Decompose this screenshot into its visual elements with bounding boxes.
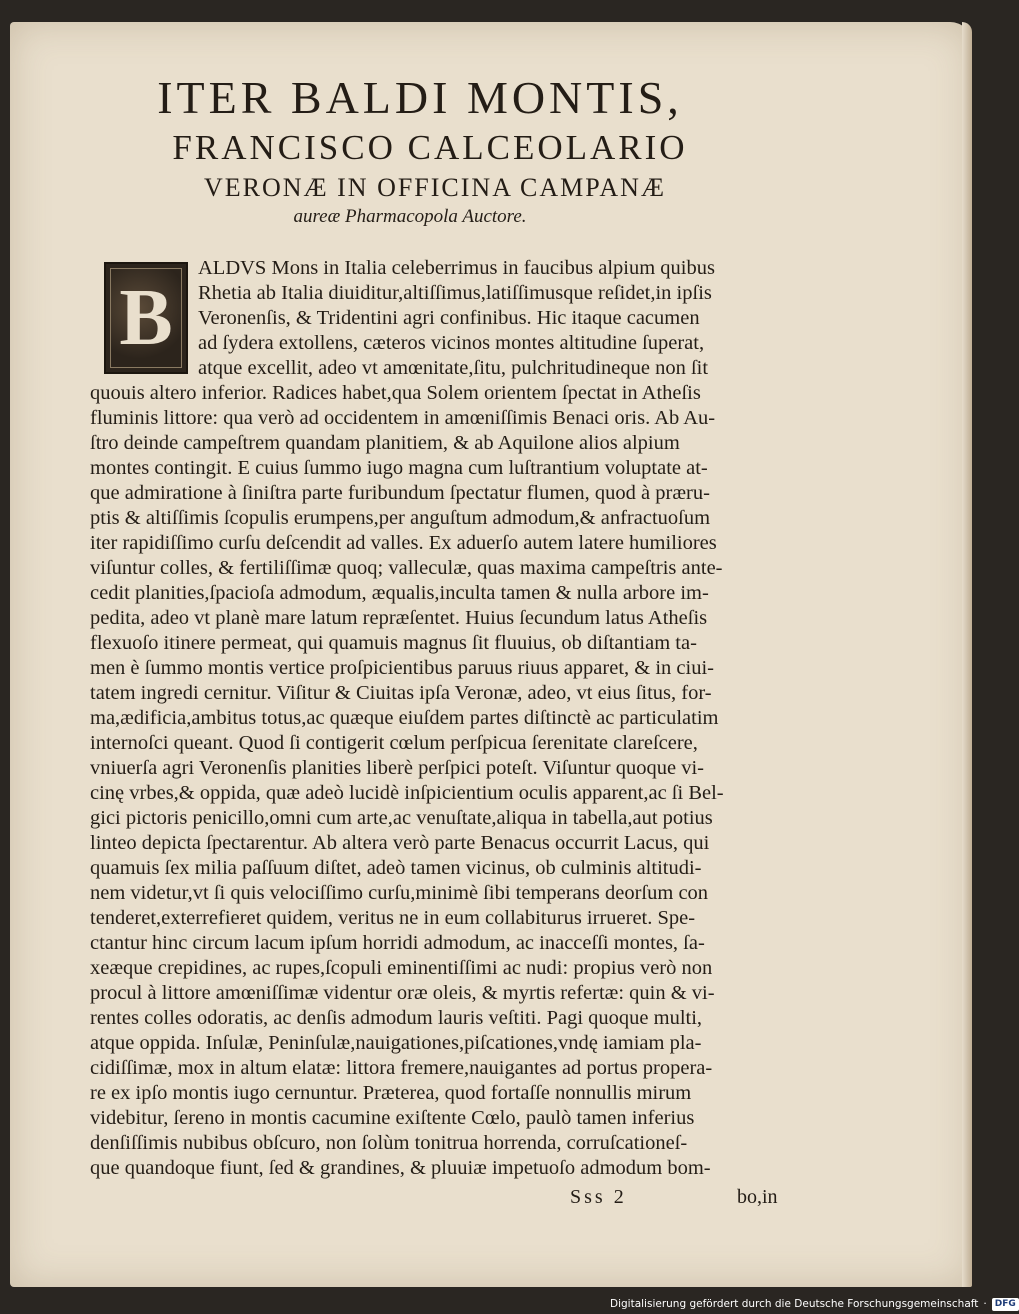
title-line-3: VERONÆ IN OFFICINA CAMPANÆ — [203, 173, 667, 202]
body-line: gici pictoris penicillo,omni cum arte,ac venuſtate,aliqua in tabella,aut potius — [90, 807, 713, 829]
body-line: fluminis littore: qua verò ad occidentem in amœniſſimis Benaci oris. Ab Au- — [90, 407, 716, 429]
title-line-2: FRANCISCO CALCEOLARIO — [172, 128, 688, 167]
body-line: que quandoque fiunt, ſed & grandines, & pluuiæ impetuoſo admodum bom- — [90, 1157, 711, 1179]
body-line: nem videtur,vt ſi quis velociſſimo curſu,minimè ſibi temperans deorſum con — [90, 882, 709, 904]
body-line: internoſci queant. Quod ſi contigerit cœlum perſpicua ſerenitate clareſcere, — [90, 732, 698, 754]
body-line: atque oppida. Inſulæ, Peninſulæ,nauigationes,piſcationes,vndę iamiam pla- — [90, 1032, 702, 1054]
body-line: flexuoſo itinere permeat, qui quamuis magnus ſit fluuius, ob diſtantiam ta- — [90, 632, 697, 654]
body-line: cedit planities,ſpacioſa admodum, æqualis,inculta tamen & nulla arbore im- — [90, 582, 709, 604]
funding-footer — [610, 1296, 1016, 1312]
body-line: cinę vrbes,& oppida, quæ adeò lucidè inſpicientium oculis apparent,ac ſi Bel- — [90, 782, 724, 804]
body-line: procul à littore amœniſſimæ videntur oræ oleis, & myrtis refertæ: quin & vi- — [90, 982, 715, 1004]
body-line: vniuerſa agri Veronenſis planities liberè perſpici poteſt. Viſuntur quoque vi- — [90, 757, 704, 779]
body-line: quamuis ſex milia paſſuum diſtet, adeò tamen vicinus, ob culminis altitudi- — [90, 857, 702, 879]
body-line: pedita, adeo vt planè mare latum repræſentet. Huius ſecundum latus Atheſis — [90, 607, 708, 629]
catchword: bo,in — [737, 1186, 778, 1208]
body-line: quouis altero inferior. Radices habet,qua Solem orientem ſpectat in Atheſis — [90, 382, 701, 404]
body-line: iter rapidiſſimo curſu deſcendit ad valles. Ex aduerſo autem latere humiliores — [90, 532, 717, 554]
body-line: rentes colles odoratis, ac denſis admodum lauris veſtiti. Pagi quoque multi, — [90, 1007, 703, 1029]
text-block — [10, 22, 972, 1287]
initial-letter: B — [119, 274, 173, 362]
body-line: tatem ingredi cernitur. Viſitur & Ciuitas ipſa Veronæ, adeo, vt eius ſitus, for- — [90, 682, 712, 704]
funding-text: Digitalisierung gefördert durch die Deutsche Forschungsgemeinschaft — [610, 1298, 979, 1310]
body-line: ma,ædificia,ambitus totus,ac quæque eiuſdem partes diſtinctè ac particulatim — [90, 707, 719, 729]
body-line: ctantur hinc circum lacum ipſum horridi admodum, ac inacceſſi montes, ſa- — [90, 932, 705, 954]
body-line: que admiratione à ſiniſtra parte furibundum ſpectatur flumen, quod à præru- — [90, 482, 710, 504]
title-line-1: ITER BALDI MONTIS, — [157, 72, 683, 123]
separator-icon: · — [983, 1298, 987, 1310]
body-line: denſiſſimis nubibus obſcuro, non ſolùm tonitrua horrenda, corruſcationeſ- — [90, 1132, 688, 1154]
dfg-logo-icon: DFG — [992, 1298, 1019, 1311]
body-line: Rhetia ab Italia diuiditur,altiſſimus,latiſſimusque reſidet,in ipſis — [198, 282, 712, 304]
body-line: Veronenſis, & Tridentini agri confinibus. Hic itaque cacumen — [198, 307, 700, 329]
body-line: ad ſydera extollens, cæteros vicinos montes altitudine ſuperat, — [198, 332, 705, 354]
body-line: xeæque crepidines, ac rupes,ſcopuli eminentiſſimi ac nudi: propius verò non — [90, 957, 713, 979]
body-line: videbitur, ſereno in montis cacumine exiſtente Cœlo, paulò tamen inferius — [90, 1107, 695, 1129]
body-line: men è ſummo montis vertice proſpicientibus paruus riuus apparet, & in ciui- — [90, 657, 714, 679]
body-line: ſtro deinde campeſtrem quandam planitiem, & ab Aquilone alios alpium — [90, 432, 680, 454]
body-line: ptis & altiſſimis ſcopulis erumpens,per anguſtum admodum,& anfractuoſum — [90, 507, 711, 529]
body-line: linteo depicta ſpectarentur. Ab altera verò parte Benacus occurrit Lacus, qui — [90, 832, 710, 854]
initial-ornament — [110, 268, 182, 368]
body-line: montes contingit. E cuius ſummo iugo magna cum luſtrantium voluptate at- — [90, 457, 708, 479]
body-line: cidiſſimæ, mox in altum elatæ: littora fremere,nauigantes ad portus propera- — [90, 1057, 713, 1079]
body-line: tenderet,exterrefieret quidem, veritus ne in eum collabiturus irrueret. Spe- — [90, 907, 696, 929]
title-line-4: aureæ Pharmacopola Auctore. — [293, 206, 527, 227]
decorated-initial — [104, 262, 188, 374]
body-line: viſuntur colles, & fertiliſſimæ quoq; valleculæ, quas maxima campeſtris ante- — [90, 557, 723, 579]
body-line: atque excellit, adeo vt amœnitate,ſitu, pulchritudineque non ſit — [198, 357, 709, 379]
signature-mark: Sss 2 — [570, 1186, 627, 1208]
body-line: re ex ipſo montis iugo cernuntur. Præterea, quod fortaſſe nonnullis mirum — [90, 1082, 692, 1104]
body-line: ALDVS Mons in Italia celeberrimus in faucibus alpium quibus — [198, 257, 715, 279]
book-page — [10, 22, 972, 1287]
